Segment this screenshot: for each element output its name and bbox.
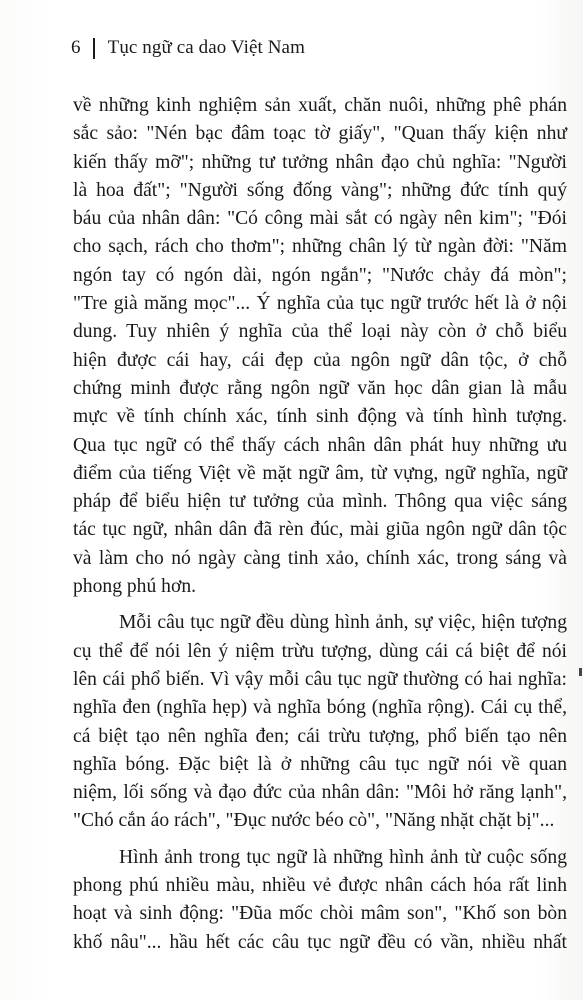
text-line: lên cái phổ biến. Vì vậy mỗi câu tục ngữ thường có hai nghĩa:: [73, 668, 567, 690]
text-line: niệm, lối sống và đạo đức của nhân dân: "Môi hở răng lạnh",: [73, 782, 567, 804]
text-line: về những kinh nghiệm sản xuất, chăn nuôi, những phê phán: [73, 95, 567, 116]
paragraph-1: [73, 92, 567, 601]
text-line: Qua tục ngữ có thể thấy cách nhân dân phát huy những ưu: [73, 434, 567, 456]
paragraph-spacer: [73, 836, 567, 844]
text-line: và làm cho nó ngày càng tinh xảo, chính xác, trong sáng và: [73, 547, 567, 569]
running-header: [71, 37, 305, 59]
page-number: 6: [71, 37, 81, 58]
page-edge-mark: [579, 668, 582, 676]
text-line: nghĩa đen (nghĩa hẹp) và nghĩa bóng (nghĩa rộng). Cái cụ thể,: [73, 697, 567, 719]
text-line: "Tre già măng mọc"... Ý nghĩa của tục ngữ trước hết là ở nội: [73, 293, 567, 315]
text-line: Hình ảnh trong tục ngữ là những hình ảnh từ cuộc sống: [119, 846, 567, 868]
text-line: phong phú nhiều màu, nhiều vẻ được nhân cách hóa rất linh: [73, 875, 567, 897]
body-text: [73, 92, 567, 957]
text-line: dung. Tuy nhiên ý nghĩa của thể loại này còn ở chỗ biểu: [73, 321, 567, 343]
text-line: mực về tính chính xác, tính sinh động và tính hình tượng.: [73, 406, 567, 428]
paragraph-spacer: [73, 601, 567, 609]
text-line: "Chó cắn áo rách", "Đục nước béo cò", "Năng nhặt chặt bị"...: [73, 810, 555, 832]
header-divider: [93, 38, 95, 59]
paragraph-2: [73, 609, 567, 835]
text-line: là hoa đất"; "Người sống đống vàng"; những đức tính quý: [73, 179, 567, 201]
text-line: phong phú hơn.: [73, 576, 197, 598]
text-line: kiến thấy mỡ"; những tư tưởng nhân đạo chủ nghĩa: "Người: [73, 151, 567, 173]
text-line: báu của nhân dân: "Có công mài sắt có ngày nên kim"; "Đói: [73, 208, 567, 230]
text-line: hiện được cái hay, cái đẹp của ngôn ngữ dân tộc, ở chỗ: [73, 349, 567, 371]
text-line: hoạt và sinh động: "Đũa mốc chòi mâm son", "Khố son bòn: [73, 903, 567, 925]
paragraph-3: [73, 844, 567, 957]
text-line: cho sạch, rách cho thơm"; những chân lý từ ngàn đời: "Năm: [73, 236, 567, 258]
text-line: pháp để biểu hiện tư tưởng của mình. Thông qua việc sáng: [73, 491, 567, 513]
text-line: Mỗi câu tục ngữ đều dùng hình ảnh, sự việc, hiện tượng: [119, 612, 567, 634]
text-line: sắc sảo: "Nén bạc đâm toạc tờ giấy", "Quan thấy kiện như: [73, 123, 567, 145]
text-line: cụ thể để nói lên ý niệm trừu tượng, dùng cái cá biệt để nói: [73, 640, 567, 662]
text-line: chứng minh được rằng ngôn ngữ văn học dân gian là mẫu: [73, 377, 567, 399]
text-line: nghĩa bóng. Đặc biệt là ở những câu tục ngữ nói về quan: [73, 753, 567, 775]
running-title: Tục ngữ ca dao Việt Nam: [107, 37, 305, 58]
text-line: điểm của tiếng Việt về mặt ngữ âm, từ vựng, ngữ nghĩa, ngữ: [73, 462, 567, 484]
text-line: ngón tay có ngón dài, ngón ngắn"; "Nước chảy đá mòn";: [73, 264, 567, 286]
text-line: cá biệt tạo nên nghĩa đen; cái trừu tượng, phổ biến tạo nên: [73, 725, 567, 747]
text-line: tác tục ngữ, nhân dân đã rèn đúc, mài giũa ngôn ngữ dân tộc: [73, 519, 567, 541]
text-line: khố nâu"... hầu hết các câu tục ngữ đều có vần, nhiều nhất: [73, 931, 567, 953]
